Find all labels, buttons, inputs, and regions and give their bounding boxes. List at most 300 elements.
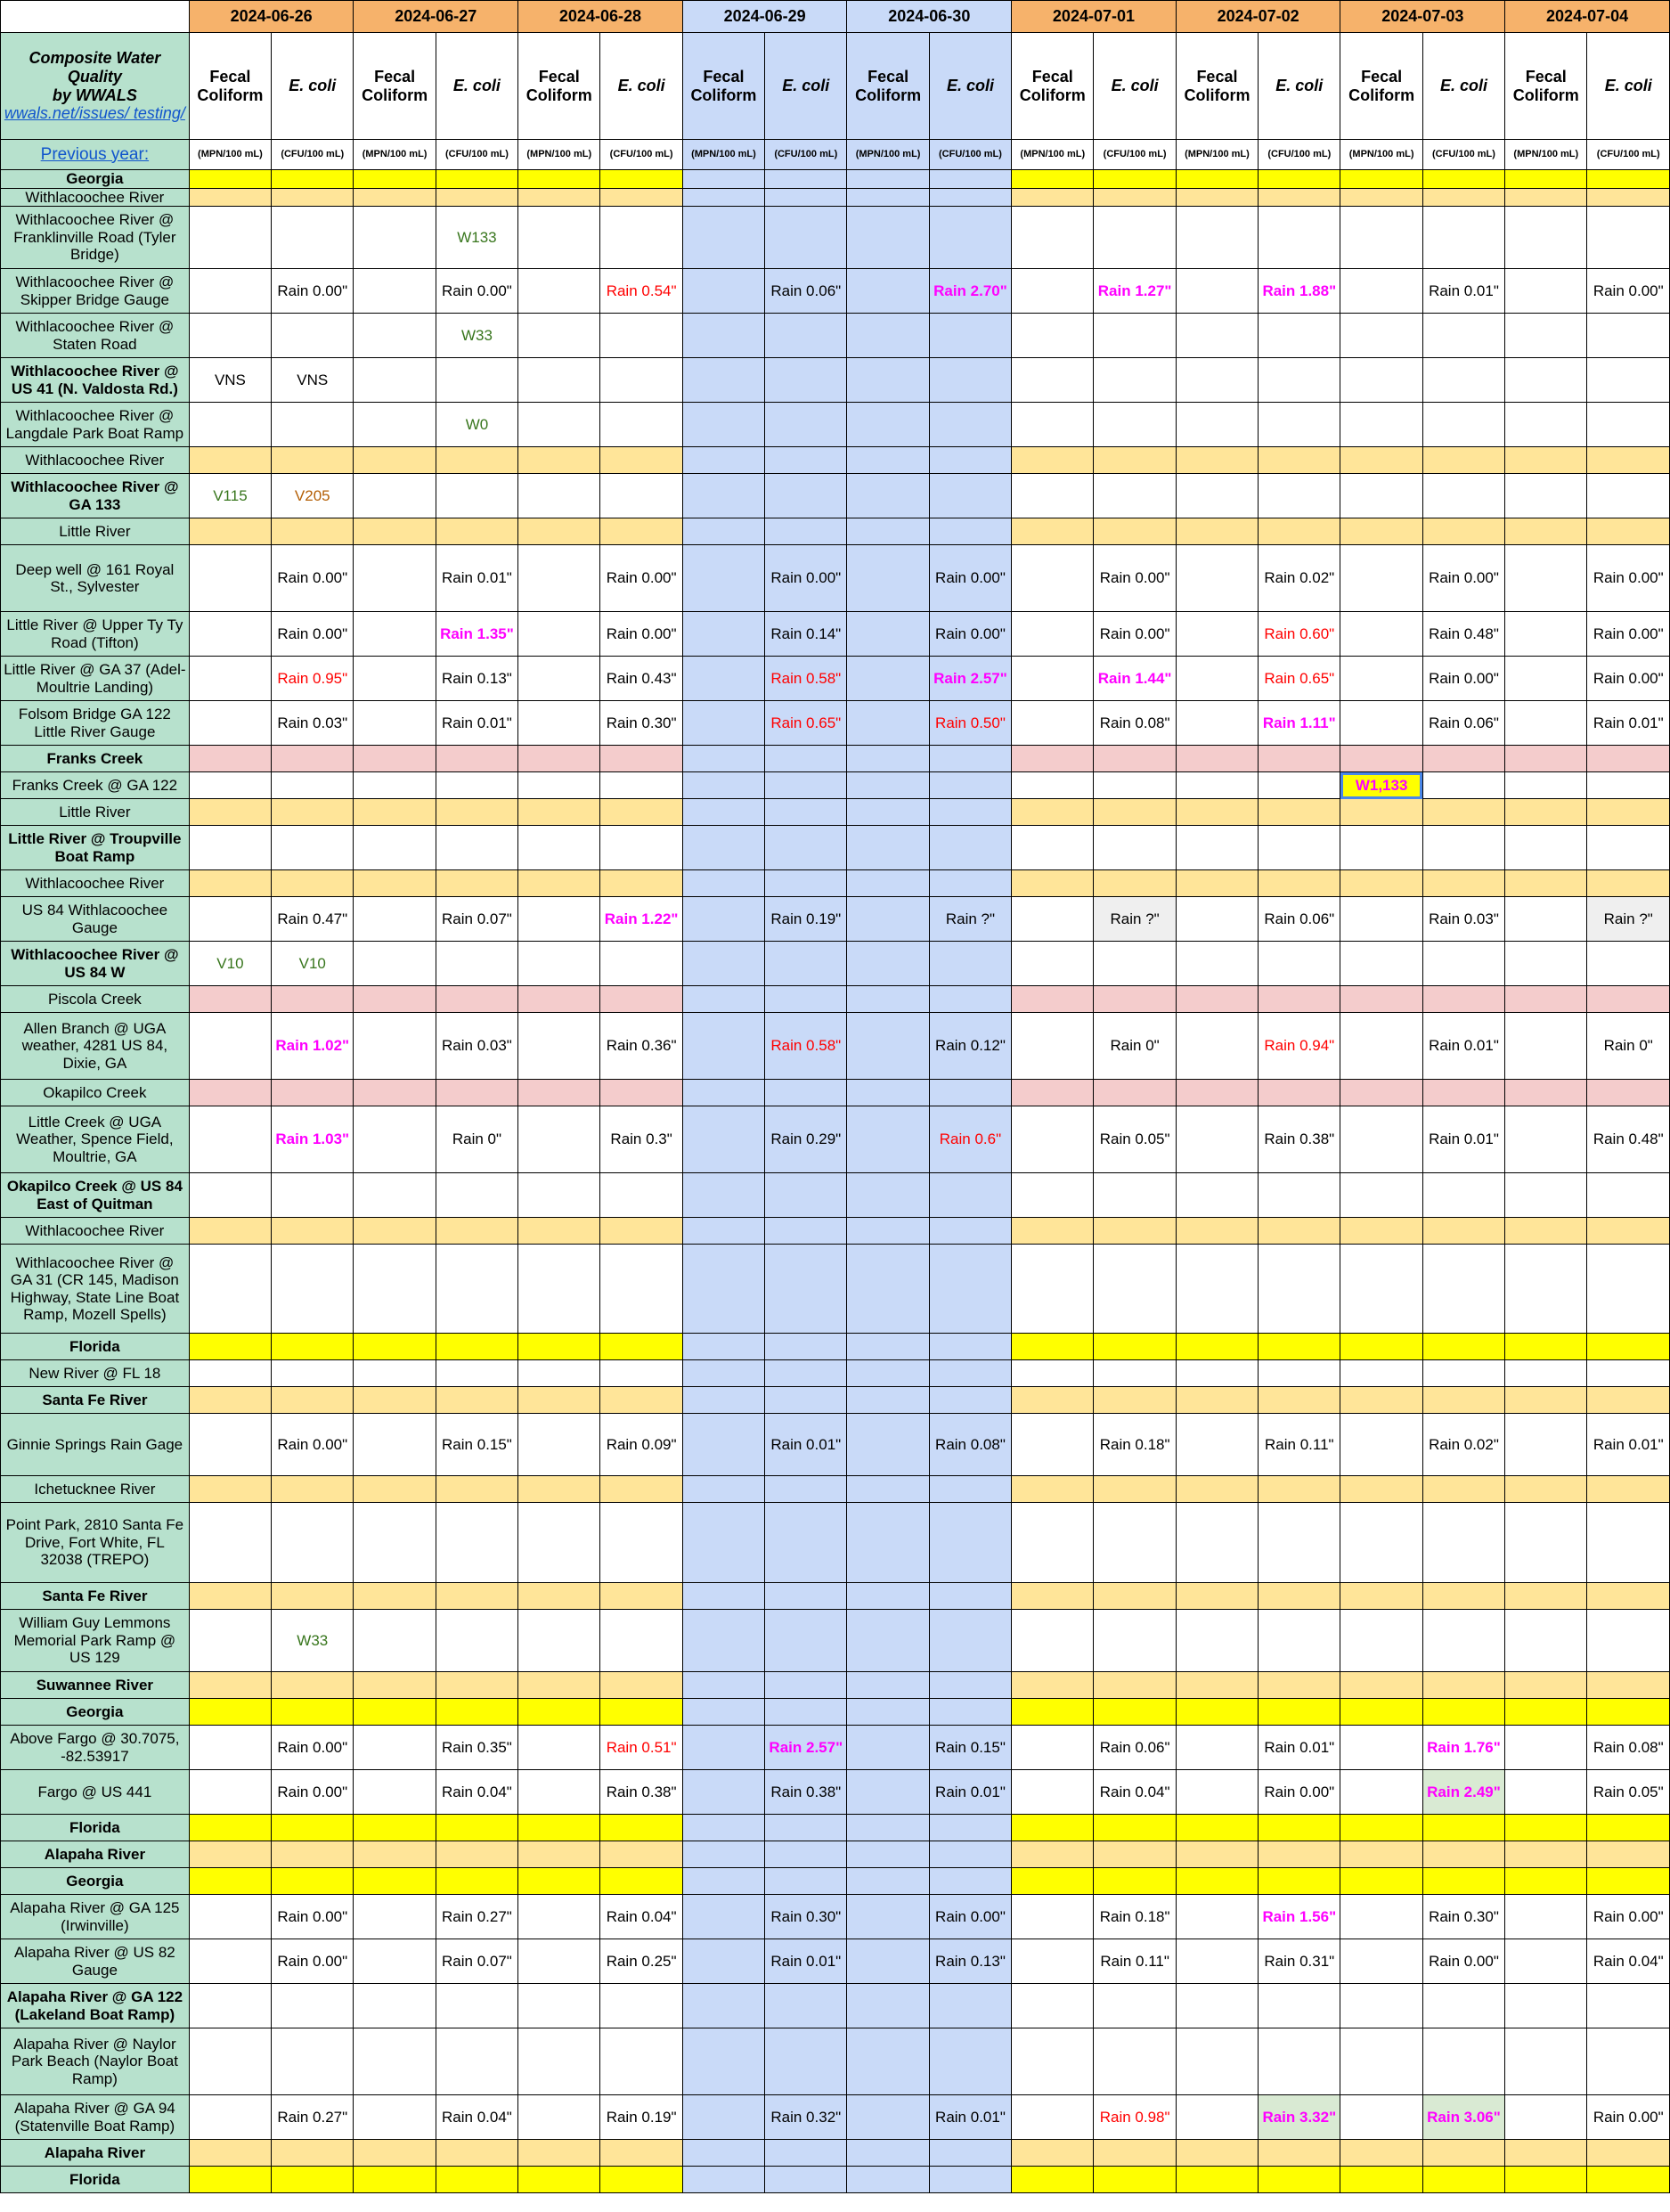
value-cell[interactable] bbox=[1340, 1868, 1422, 1895]
value-cell[interactable] bbox=[1012, 545, 1094, 612]
value-cell[interactable] bbox=[682, 1672, 764, 1699]
value-cell[interactable] bbox=[436, 1476, 517, 1503]
value-cell[interactable] bbox=[272, 314, 354, 358]
value-cell[interactable] bbox=[1176, 2028, 1258, 2095]
value-cell[interactable] bbox=[354, 1503, 436, 1583]
value-cell[interactable] bbox=[436, 799, 517, 826]
value-cell[interactable] bbox=[1012, 207, 1094, 269]
value-cell[interactable] bbox=[1587, 2140, 1670, 2167]
value-cell[interactable] bbox=[518, 870, 600, 897]
value-cell[interactable] bbox=[1176, 2095, 1258, 2140]
value-cell[interactable] bbox=[189, 518, 271, 545]
value-cell[interactable]: Rain 0.00" bbox=[1587, 545, 1670, 612]
value-cell[interactable] bbox=[272, 799, 354, 826]
value-cell[interactable] bbox=[1094, 986, 1176, 1013]
value-cell[interactable] bbox=[929, 1360, 1011, 1387]
value-cell[interactable]: Rain 0.01" bbox=[929, 2095, 1011, 2140]
value-cell[interactable] bbox=[189, 986, 271, 1013]
value-cell[interactable] bbox=[682, 1726, 764, 1770]
value-cell[interactable] bbox=[1505, 1939, 1587, 1984]
value-cell[interactable] bbox=[1422, 1080, 1504, 1106]
value-cell[interactable] bbox=[1587, 1672, 1670, 1699]
value-cell[interactable] bbox=[847, 986, 929, 1013]
value-cell[interactable] bbox=[189, 2095, 271, 2140]
value-cell[interactable] bbox=[1012, 1841, 1094, 1868]
value-cell[interactable] bbox=[929, 1334, 1011, 1360]
value-cell[interactable] bbox=[1176, 1815, 1258, 1841]
value-cell[interactable]: Rain 0.04" bbox=[1094, 1770, 1176, 1815]
section-label[interactable]: Alapaha River bbox=[1, 1841, 190, 1868]
value-cell[interactable] bbox=[1012, 2095, 1094, 2140]
value-cell[interactable] bbox=[1422, 314, 1504, 358]
value-cell[interactable]: Rain 0.50" bbox=[929, 701, 1011, 746]
value-cell[interactable] bbox=[1505, 518, 1587, 545]
value-cell[interactable] bbox=[518, 612, 600, 657]
section-label[interactable]: Withlacoochee River bbox=[1, 188, 190, 207]
value-cell[interactable] bbox=[1505, 1503, 1587, 1583]
value-cell[interactable] bbox=[1094, 1815, 1176, 1841]
value-cell[interactable] bbox=[354, 826, 436, 870]
value-cell[interactable] bbox=[518, 1360, 600, 1387]
value-cell[interactable] bbox=[354, 2028, 436, 2095]
value-cell[interactable]: Rain 0.08" bbox=[929, 1414, 1011, 1476]
value-cell[interactable] bbox=[518, 772, 600, 799]
value-cell[interactable] bbox=[682, 870, 764, 897]
value-cell[interactable] bbox=[600, 826, 682, 870]
value-cell[interactable] bbox=[1012, 657, 1094, 701]
site-label[interactable]: Alapaha River @ GA 125 (Irwinville) bbox=[1, 1895, 190, 1939]
value-cell[interactable] bbox=[272, 170, 354, 189]
value-cell[interactable] bbox=[682, 772, 764, 799]
value-cell[interactable] bbox=[1094, 772, 1176, 799]
value-cell[interactable] bbox=[272, 1503, 354, 1583]
unit-cell[interactable]: (CFU/100 mL) bbox=[929, 140, 1011, 170]
value-cell[interactable] bbox=[600, 1334, 682, 1360]
value-cell[interactable] bbox=[1422, 1173, 1504, 1218]
value-cell[interactable] bbox=[189, 1672, 271, 1699]
value-cell[interactable] bbox=[1012, 1218, 1094, 1245]
value-cell[interactable] bbox=[765, 1334, 847, 1360]
value-cell[interactable] bbox=[1259, 942, 1340, 986]
value-cell[interactable] bbox=[1505, 942, 1587, 986]
value-cell[interactable] bbox=[1259, 518, 1340, 545]
value-cell[interactable]: Rain ?" bbox=[1587, 897, 1670, 942]
value-cell[interactable] bbox=[1259, 1387, 1340, 1414]
value-cell[interactable]: W33 bbox=[436, 314, 517, 358]
value-cell[interactable] bbox=[1422, 1334, 1504, 1360]
value-cell[interactable] bbox=[847, 545, 929, 612]
value-cell[interactable] bbox=[1094, 870, 1176, 897]
value-cell[interactable] bbox=[1012, 746, 1094, 772]
value-cell[interactable] bbox=[189, 1610, 271, 1672]
value-cell[interactable] bbox=[1176, 1245, 1258, 1334]
site-label[interactable]: Okapilco Creek @ US 84 East of Quitman bbox=[1, 1173, 190, 1218]
value-cell[interactable] bbox=[1176, 447, 1258, 474]
value-cell[interactable] bbox=[189, 1476, 271, 1503]
value-cell[interactable] bbox=[1176, 518, 1258, 545]
value-cell[interactable] bbox=[600, 1360, 682, 1387]
value-cell[interactable] bbox=[354, 1334, 436, 1360]
value-cell[interactable] bbox=[1587, 2167, 1670, 2193]
value-cell[interactable] bbox=[1259, 1245, 1340, 1334]
value-cell[interactable] bbox=[1505, 269, 1587, 314]
value-cell[interactable]: Rain 0.47" bbox=[272, 897, 354, 942]
value-cell[interactable] bbox=[272, 1080, 354, 1106]
value-cell[interactable] bbox=[1505, 1841, 1587, 1868]
value-cell[interactable] bbox=[354, 269, 436, 314]
value-cell[interactable] bbox=[847, 403, 929, 447]
site-label[interactable]: Little Creek @ UGA Weather, Spence Field, Moultrie, GA bbox=[1, 1106, 190, 1173]
value-cell[interactable] bbox=[1176, 2140, 1258, 2167]
value-cell[interactable] bbox=[682, 314, 764, 358]
value-cell[interactable]: Rain 1.11" bbox=[1259, 701, 1340, 746]
value-cell[interactable] bbox=[682, 1984, 764, 2028]
fecal-coliform-header[interactable]: Fecal Coliform bbox=[1340, 33, 1422, 140]
value-cell[interactable] bbox=[1176, 1672, 1258, 1699]
value-cell[interactable] bbox=[1422, 403, 1504, 447]
value-cell[interactable] bbox=[354, 2095, 436, 2140]
value-cell[interactable]: Rain 0.58" bbox=[765, 1013, 847, 1080]
value-cell[interactable]: Rain 0.19" bbox=[600, 2095, 682, 2140]
value-cell[interactable] bbox=[1012, 1815, 1094, 1841]
value-cell[interactable] bbox=[1587, 2028, 1670, 2095]
value-cell[interactable] bbox=[847, 657, 929, 701]
value-cell[interactable] bbox=[354, 1610, 436, 1672]
value-cell[interactable] bbox=[1587, 1334, 1670, 1360]
value-cell[interactable] bbox=[1587, 1610, 1670, 1672]
value-cell[interactable] bbox=[1422, 826, 1504, 870]
value-cell[interactable] bbox=[1422, 2167, 1504, 2193]
section-label[interactable]: Suwannee River bbox=[1, 1672, 190, 1699]
value-cell[interactable] bbox=[1176, 1387, 1258, 1414]
value-cell[interactable] bbox=[354, 612, 436, 657]
value-cell[interactable] bbox=[518, 2028, 600, 2095]
value-cell[interactable] bbox=[1340, 170, 1422, 189]
value-cell[interactable] bbox=[1012, 1013, 1094, 1080]
value-cell[interactable] bbox=[682, 207, 764, 269]
value-cell[interactable]: Rain 0.06" bbox=[1422, 701, 1504, 746]
site-label[interactable]: Alapaha River @ GA 122 (Lakeland Boat Ramp) bbox=[1, 1984, 190, 2028]
value-cell[interactable] bbox=[1176, 1610, 1258, 1672]
value-cell[interactable] bbox=[189, 1106, 271, 1173]
value-cell[interactable] bbox=[1505, 1610, 1587, 1672]
value-cell[interactable] bbox=[600, 1476, 682, 1503]
value-cell[interactable] bbox=[1422, 1503, 1504, 1583]
value-cell[interactable] bbox=[600, 1387, 682, 1414]
value-cell[interactable] bbox=[765, 1218, 847, 1245]
value-cell[interactable] bbox=[189, 1815, 271, 1841]
value-cell[interactable] bbox=[682, 474, 764, 518]
value-cell[interactable] bbox=[765, 207, 847, 269]
value-cell[interactable] bbox=[1094, 2028, 1176, 2095]
value-cell[interactable] bbox=[272, 1476, 354, 1503]
value-cell[interactable] bbox=[1012, 170, 1094, 189]
value-cell[interactable] bbox=[765, 1699, 847, 1726]
value-cell[interactable] bbox=[1094, 2140, 1176, 2167]
value-cell[interactable] bbox=[189, 1895, 271, 1939]
value-cell[interactable] bbox=[272, 207, 354, 269]
value-cell[interactable]: Rain 0.00" bbox=[272, 1939, 354, 1984]
value-cell[interactable] bbox=[682, 1895, 764, 1939]
value-cell[interactable] bbox=[436, 1173, 517, 1218]
site-label[interactable]: Withlacoochee River @ US 41 (N. Valdosta Rd.) bbox=[1, 358, 190, 403]
value-cell[interactable] bbox=[600, 188, 682, 207]
value-cell[interactable] bbox=[1340, 2140, 1422, 2167]
value-cell[interactable] bbox=[600, 799, 682, 826]
value-cell[interactable] bbox=[1505, 1360, 1587, 1387]
value-cell[interactable] bbox=[1012, 2140, 1094, 2167]
value-cell[interactable] bbox=[354, 1841, 436, 1868]
value-cell[interactable] bbox=[1012, 1245, 1094, 1334]
value-cell[interactable] bbox=[929, 1387, 1011, 1414]
value-cell[interactable] bbox=[1340, 1984, 1422, 2028]
value-cell[interactable] bbox=[1094, 746, 1176, 772]
value-cell[interactable] bbox=[1012, 1360, 1094, 1387]
value-cell[interactable] bbox=[354, 1939, 436, 1984]
value-cell[interactable]: Rain 2.57" bbox=[929, 657, 1011, 701]
fecal-coliform-header[interactable]: Fecal Coliform bbox=[1012, 33, 1094, 140]
value-cell[interactable] bbox=[436, 170, 517, 189]
unit-cell[interactable]: (MPN/100 mL) bbox=[354, 140, 436, 170]
value-cell[interactable] bbox=[1012, 1583, 1094, 1610]
value-cell[interactable]: Rain 0.04" bbox=[1587, 1939, 1670, 1984]
date-header[interactable]: 2024-06-26 bbox=[189, 1, 354, 33]
value-cell[interactable] bbox=[272, 1583, 354, 1610]
value-cell[interactable] bbox=[682, 1610, 764, 1672]
value-cell[interactable] bbox=[847, 2167, 929, 2193]
value-cell[interactable] bbox=[1422, 207, 1504, 269]
value-cell[interactable] bbox=[354, 986, 436, 1013]
value-cell[interactable]: Rain 0.02" bbox=[1422, 1414, 1504, 1476]
value-cell[interactable] bbox=[354, 1245, 436, 1334]
value-cell[interactable] bbox=[600, 358, 682, 403]
site-label[interactable]: Withlacoochee River @ US 84 W bbox=[1, 942, 190, 986]
value-cell[interactable]: Rain 0.94" bbox=[1259, 1013, 1340, 1080]
value-cell[interactable] bbox=[189, 1583, 271, 1610]
value-cell[interactable] bbox=[600, 1841, 682, 1868]
value-cell[interactable] bbox=[354, 1868, 436, 1895]
value-cell[interactable] bbox=[1259, 772, 1340, 799]
value-cell[interactable]: Rain 0.00" bbox=[929, 612, 1011, 657]
value-cell[interactable] bbox=[354, 1583, 436, 1610]
value-cell[interactable] bbox=[1505, 1387, 1587, 1414]
value-cell[interactable] bbox=[1340, 2167, 1422, 2193]
value-cell[interactable] bbox=[682, 2095, 764, 2140]
value-cell[interactable] bbox=[436, 1841, 517, 1868]
value-cell[interactable] bbox=[1587, 1815, 1670, 1841]
value-cell[interactable] bbox=[1012, 518, 1094, 545]
value-cell[interactable] bbox=[1094, 518, 1176, 545]
value-cell[interactable] bbox=[518, 986, 600, 1013]
value-cell[interactable]: Rain 1.03" bbox=[272, 1106, 354, 1173]
value-cell[interactable] bbox=[847, 799, 929, 826]
value-cell[interactable]: V10 bbox=[272, 942, 354, 986]
value-cell[interactable] bbox=[1012, 1414, 1094, 1476]
value-cell[interactable] bbox=[1176, 207, 1258, 269]
value-cell[interactable] bbox=[1340, 2028, 1422, 2095]
date-header[interactable]: 2024-06-29 bbox=[682, 1, 847, 33]
value-cell[interactable] bbox=[1012, 447, 1094, 474]
value-cell[interactable]: Rain 0.25" bbox=[600, 1939, 682, 1984]
value-cell[interactable] bbox=[518, 1387, 600, 1414]
value-cell[interactable] bbox=[1094, 1841, 1176, 1868]
value-cell[interactable] bbox=[929, 986, 1011, 1013]
value-cell[interactable] bbox=[765, 1476, 847, 1503]
value-cell[interactable]: Rain 0.00" bbox=[1422, 545, 1504, 612]
value-cell[interactable] bbox=[1259, 1841, 1340, 1868]
value-cell[interactable] bbox=[518, 1610, 600, 1672]
value-cell[interactable] bbox=[518, 1815, 600, 1841]
value-cell[interactable] bbox=[1505, 474, 1587, 518]
value-cell[interactable]: Rain 0.00" bbox=[272, 1895, 354, 1939]
value-cell[interactable] bbox=[1340, 2095, 1422, 2140]
ecoli-header[interactable]: E. coli bbox=[1587, 33, 1670, 140]
value-cell[interactable] bbox=[354, 1699, 436, 1726]
ecoli-header[interactable]: E. coli bbox=[765, 33, 847, 140]
value-cell[interactable] bbox=[847, 518, 929, 545]
value-cell[interactable] bbox=[1422, 1815, 1504, 1841]
value-cell[interactable] bbox=[1340, 1334, 1422, 1360]
value-cell[interactable] bbox=[1176, 1895, 1258, 1939]
value-cell[interactable]: Rain 0.00" bbox=[436, 269, 517, 314]
value-cell[interactable] bbox=[682, 942, 764, 986]
unit-cell[interactable]: (CFU/100 mL) bbox=[436, 140, 517, 170]
value-cell[interactable] bbox=[1094, 1080, 1176, 1106]
value-cell[interactable] bbox=[1587, 188, 1670, 207]
value-cell[interactable]: Rain 0.51" bbox=[600, 1726, 682, 1770]
value-cell[interactable] bbox=[1422, 518, 1504, 545]
value-cell[interactable] bbox=[1176, 1868, 1258, 1895]
value-cell[interactable]: Rain 0.01" bbox=[929, 1770, 1011, 1815]
value-cell[interactable] bbox=[189, 1218, 271, 1245]
value-cell[interactable]: Rain 1.56" bbox=[1259, 1895, 1340, 1939]
value-cell[interactable] bbox=[1587, 358, 1670, 403]
value-cell[interactable] bbox=[765, 1080, 847, 1106]
value-cell[interactable] bbox=[354, 314, 436, 358]
value-cell[interactable] bbox=[1587, 1173, 1670, 1218]
value-cell[interactable] bbox=[272, 1841, 354, 1868]
value-cell[interactable] bbox=[1259, 2140, 1340, 2167]
value-cell[interactable] bbox=[354, 657, 436, 701]
unit-cell[interactable]: (MPN/100 mL) bbox=[682, 140, 764, 170]
value-cell[interactable]: Rain 0.04" bbox=[600, 1895, 682, 1939]
value-cell[interactable]: Rain 0.38" bbox=[1259, 1106, 1340, 1173]
value-cell[interactable] bbox=[600, 870, 682, 897]
value-cell[interactable] bbox=[682, 1106, 764, 1173]
value-cell[interactable] bbox=[600, 403, 682, 447]
unit-cell[interactable]: (MPN/100 mL) bbox=[1176, 140, 1258, 170]
value-cell[interactable]: Rain 1.88" bbox=[1259, 269, 1340, 314]
value-cell[interactable]: Rain 0.07" bbox=[436, 897, 517, 942]
value-cell[interactable] bbox=[1505, 1080, 1587, 1106]
value-cell[interactable]: Rain 0.95" bbox=[272, 657, 354, 701]
value-cell[interactable]: Rain 0.01" bbox=[436, 545, 517, 612]
value-cell[interactable] bbox=[1422, 1672, 1504, 1699]
value-cell[interactable] bbox=[1340, 1610, 1422, 1672]
value-cell[interactable] bbox=[272, 1984, 354, 2028]
value-cell[interactable] bbox=[682, 1699, 764, 1726]
value-cell[interactable] bbox=[1094, 942, 1176, 986]
value-cell[interactable] bbox=[1340, 358, 1422, 403]
site-label[interactable]: Alapaha River @ GA 94 (Statenville Boat Ramp) bbox=[1, 2095, 190, 2140]
value-cell[interactable] bbox=[1505, 1770, 1587, 1815]
value-cell[interactable] bbox=[1259, 1699, 1340, 1726]
value-cell[interactable] bbox=[682, 986, 764, 1013]
value-cell[interactable] bbox=[682, 1503, 764, 1583]
value-cell[interactable]: VNS bbox=[189, 358, 271, 403]
value-cell[interactable] bbox=[1259, 1080, 1340, 1106]
value-cell[interactable] bbox=[272, 870, 354, 897]
value-cell[interactable] bbox=[354, 746, 436, 772]
value-cell[interactable]: Rain 0.54" bbox=[600, 269, 682, 314]
value-cell[interactable] bbox=[1259, 1672, 1340, 1699]
value-cell[interactable] bbox=[1259, 170, 1340, 189]
section-label[interactable]: Florida bbox=[1, 2167, 190, 2193]
value-cell[interactable] bbox=[600, 1583, 682, 1610]
value-cell[interactable] bbox=[1340, 1895, 1422, 1939]
value-cell[interactable] bbox=[354, 1895, 436, 1939]
value-cell[interactable] bbox=[1587, 1503, 1670, 1583]
value-cell[interactable] bbox=[1176, 799, 1258, 826]
value-cell[interactable] bbox=[600, 1080, 682, 1106]
value-cell[interactable]: Rain 0.08" bbox=[1587, 1726, 1670, 1770]
value-cell[interactable] bbox=[436, 188, 517, 207]
ecoli-header[interactable]: E. coli bbox=[929, 33, 1011, 140]
value-cell[interactable] bbox=[929, 2028, 1011, 2095]
value-cell[interactable] bbox=[1094, 1334, 1176, 1360]
value-cell[interactable] bbox=[354, 447, 436, 474]
value-cell[interactable] bbox=[929, 1699, 1011, 1726]
value-cell[interactable] bbox=[272, 1387, 354, 1414]
value-cell[interactable] bbox=[847, 1414, 929, 1476]
value-cell[interactable] bbox=[1176, 1939, 1258, 1984]
value-cell[interactable]: Rain 0.00" bbox=[600, 545, 682, 612]
value-cell[interactable] bbox=[518, 1503, 600, 1583]
fecal-coliform-header[interactable]: Fecal Coliform bbox=[1505, 33, 1587, 140]
site-label[interactable]: Above Fargo @ 30.7075, -82.53917 bbox=[1, 1726, 190, 1770]
testing-link[interactable]: wwals.net/issues/ testing/ bbox=[4, 104, 185, 123]
value-cell[interactable] bbox=[272, 447, 354, 474]
value-cell[interactable] bbox=[354, 1984, 436, 2028]
value-cell[interactable] bbox=[436, 1672, 517, 1699]
value-cell[interactable] bbox=[354, 1815, 436, 1841]
value-cell[interactable] bbox=[682, 1245, 764, 1334]
value-cell[interactable]: Rain ?" bbox=[929, 897, 1011, 942]
value-cell[interactable]: Rain 0.48" bbox=[1587, 1106, 1670, 1173]
value-cell[interactable] bbox=[929, 1815, 1011, 1841]
value-cell[interactable]: VNS bbox=[272, 358, 354, 403]
value-cell[interactable] bbox=[1340, 986, 1422, 1013]
value-cell[interactable] bbox=[765, 799, 847, 826]
value-cell[interactable] bbox=[1422, 1387, 1504, 1414]
value-cell[interactable] bbox=[682, 1841, 764, 1868]
value-cell[interactable] bbox=[189, 1841, 271, 1868]
value-cell[interactable] bbox=[354, 1414, 436, 1476]
value-cell[interactable] bbox=[600, 2140, 682, 2167]
unit-cell[interactable]: (MPN/100 mL) bbox=[189, 140, 271, 170]
value-cell[interactable] bbox=[354, 518, 436, 545]
value-cell[interactable] bbox=[847, 1699, 929, 1726]
value-cell[interactable] bbox=[518, 746, 600, 772]
value-cell[interactable] bbox=[1176, 772, 1258, 799]
section-label[interactable]: Santa Fe River bbox=[1, 1387, 190, 1414]
value-cell[interactable] bbox=[518, 518, 600, 545]
value-cell[interactable] bbox=[518, 2167, 600, 2193]
value-cell[interactable] bbox=[189, 657, 271, 701]
value-cell[interactable] bbox=[189, 2140, 271, 2167]
value-cell[interactable] bbox=[1259, 358, 1340, 403]
value-cell[interactable] bbox=[1094, 314, 1176, 358]
